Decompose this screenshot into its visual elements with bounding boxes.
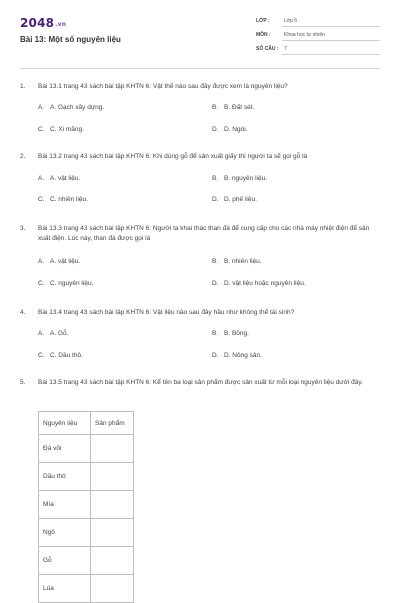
option-letter: D. bbox=[212, 352, 219, 359]
option-text: B. nhiên liệu. bbox=[224, 258, 262, 265]
meta-subject-label: MÔN : bbox=[256, 32, 271, 38]
table-row bbox=[39, 435, 134, 463]
material-cell: Lúa bbox=[39, 575, 91, 603]
option-text: D. Nông sản. bbox=[224, 352, 262, 359]
option-letter: B. bbox=[212, 104, 219, 111]
product-cell[interactable] bbox=[91, 463, 134, 491]
option-letter: A. bbox=[38, 258, 45, 265]
meta-divider bbox=[282, 54, 380, 55]
column-header-material: Nguyên liệu bbox=[39, 412, 91, 435]
option-text: C. Dầu thô. bbox=[50, 352, 83, 359]
option-b[interactable] bbox=[212, 175, 267, 182]
material-cell: Ngô bbox=[39, 519, 91, 547]
question-text: Bài 13.4 trang 43 sách bài tập KHTN 6: Vật liệu nào sau đây hầu như không thể tái sinh? bbox=[38, 309, 295, 316]
option-a[interactable] bbox=[38, 330, 68, 337]
product-cell[interactable] bbox=[91, 547, 134, 575]
option-text: C. Xi măng. bbox=[50, 126, 84, 133]
product-cell[interactable] bbox=[91, 435, 134, 463]
option-text: C. nhiên liệu. bbox=[50, 196, 88, 203]
logo-tld: .vn bbox=[55, 21, 67, 28]
question-text: Bài 13.1 trang 43 sách bài tập KHTN 6: Vật thể nào sau đây được xem là nguyên liệu? bbox=[38, 83, 288, 90]
question-number: 2. bbox=[20, 153, 26, 160]
option-c[interactable] bbox=[38, 196, 88, 203]
option-text: A. Gạch xây dựng. bbox=[50, 104, 105, 111]
option-d[interactable] bbox=[212, 196, 257, 203]
table-row bbox=[39, 547, 134, 575]
option-text: B. Bông. bbox=[224, 330, 249, 337]
option-text: A. vật liệu. bbox=[50, 175, 81, 182]
option-letter: C. bbox=[38, 280, 45, 287]
table-row bbox=[39, 463, 134, 491]
option-text: D. Ngói. bbox=[224, 126, 248, 133]
question-text: Bài 13.5 trang 43 sách bài tập KHTN 6: Kể tên ba loại sản phẩm được sản xuất từ mỗi loại nguyên liệu dưới đây. bbox=[38, 379, 363, 386]
site-logo[interactable] bbox=[20, 16, 66, 30]
option-c[interactable] bbox=[38, 126, 84, 133]
option-d[interactable] bbox=[212, 280, 306, 287]
option-letter: A. bbox=[38, 104, 45, 111]
answer-table bbox=[38, 411, 134, 603]
meta-subject-value: Khoa học tự nhiên bbox=[284, 32, 325, 38]
question-number: 3. bbox=[20, 225, 26, 232]
option-b[interactable] bbox=[212, 330, 249, 337]
question-number: 4. bbox=[20, 309, 26, 316]
option-d[interactable] bbox=[212, 352, 262, 359]
option-c[interactable] bbox=[38, 352, 83, 359]
option-letter: B. bbox=[212, 330, 219, 337]
meta-count-label: SỐ CÂU : bbox=[256, 46, 279, 52]
question-text: Bài 13.2 trang 43 sách bài tập KHTN 6: Khi dùng gỗ để sản xuất giấy thì người ta sẽ gọi gỗ là bbox=[38, 153, 308, 160]
option-letter: C. bbox=[38, 352, 45, 359]
option-letter: C. bbox=[38, 196, 45, 203]
lesson-title: Bài 13: Một số nguyên liệu bbox=[20, 35, 121, 44]
option-text: B. Đất sét. bbox=[224, 104, 255, 111]
option-a[interactable] bbox=[38, 104, 104, 111]
option-letter: D. bbox=[212, 126, 219, 133]
option-letter: B. bbox=[212, 258, 219, 265]
option-letter: A. bbox=[38, 175, 45, 182]
option-d[interactable] bbox=[212, 126, 247, 133]
option-b[interactable] bbox=[212, 104, 254, 111]
product-cell[interactable] bbox=[91, 519, 134, 547]
question-number: 5. bbox=[20, 379, 26, 386]
table-row bbox=[39, 575, 134, 603]
option-text: D. phế liệu. bbox=[224, 196, 257, 203]
meta-divider bbox=[282, 26, 380, 27]
table-row bbox=[39, 491, 134, 519]
option-a[interactable] bbox=[38, 175, 80, 182]
logo-text: 2048 bbox=[20, 16, 55, 30]
table-row bbox=[39, 519, 134, 547]
header-divider bbox=[20, 68, 380, 69]
meta-count-value: 7 bbox=[284, 46, 287, 52]
product-cell[interactable] bbox=[91, 575, 134, 603]
meta-divider bbox=[282, 40, 380, 41]
option-text: A. Gỗ. bbox=[50, 330, 69, 337]
option-b[interactable] bbox=[212, 258, 262, 265]
material-cell: Gỗ bbox=[39, 547, 91, 575]
option-letter: A. bbox=[38, 330, 45, 337]
question-number: 1. bbox=[20, 83, 26, 90]
column-header-product: Sản phẩm bbox=[91, 412, 134, 435]
material-cell: Dầu thô bbox=[39, 463, 91, 491]
table-header-row bbox=[39, 412, 134, 435]
option-letter: D. bbox=[212, 196, 219, 203]
meta-grade-label: LỚP : bbox=[256, 18, 270, 24]
question-text: Bài 13.3 trang 43 sách bài tập KHTN 6: Người ta khai thác than đá để cung cấp cho các nhà máy nhiệt điện để sản xuất điện. Lúc này, than đá được gọi là bbox=[38, 225, 370, 242]
option-c[interactable] bbox=[38, 280, 93, 287]
material-cell: Đá vôi bbox=[39, 435, 91, 463]
product-cell[interactable] bbox=[91, 491, 134, 519]
option-text: C. nguyên liệu. bbox=[50, 280, 94, 287]
option-text: B. nguyên liệu. bbox=[224, 175, 268, 182]
option-letter: D. bbox=[212, 280, 219, 287]
meta-grade-value: Lớp 6 bbox=[284, 18, 298, 24]
option-letter: B. bbox=[212, 175, 219, 182]
option-letter: C. bbox=[38, 126, 45, 133]
option-text: A. vật liệu. bbox=[50, 258, 81, 265]
material-cell: Mía bbox=[39, 491, 91, 519]
option-text: D. vật liệu hoặc nguyên liệu. bbox=[224, 280, 306, 287]
option-a[interactable] bbox=[38, 258, 80, 265]
